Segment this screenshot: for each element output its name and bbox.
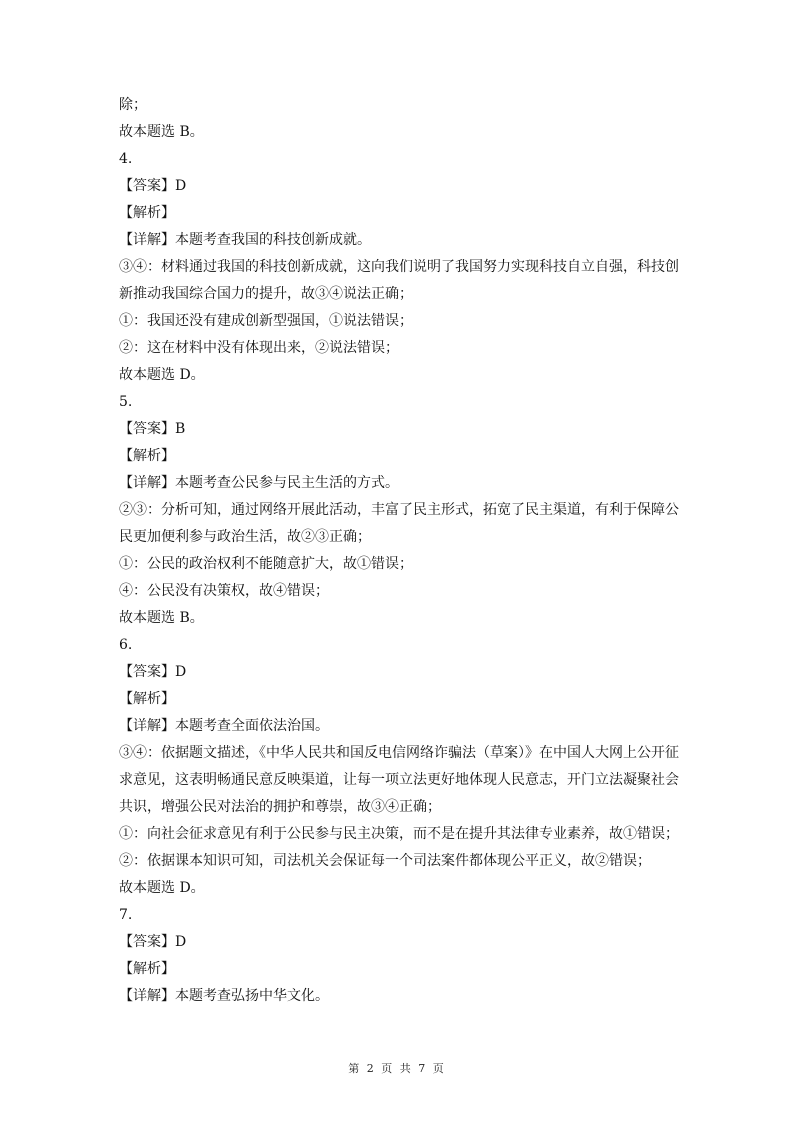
text-line: 共识，增强公民对法治的拥护和尊崇，故③④正确；	[119, 799, 441, 815]
answer-line: 【答案】D	[119, 178, 187, 194]
text-line: 故本题选 B。	[119, 610, 204, 626]
text-line: 故本题选 B。	[119, 124, 204, 140]
analysis-heading: 【解析】	[119, 205, 175, 221]
text-line: ②：依据课本知识可知，司法机关会保证每一个司法案件都体现公平正义，故②错误；	[119, 853, 651, 869]
question-number: 4.	[119, 151, 133, 167]
detail-line: 【详解】本题考查弘扬中华文化。	[119, 988, 329, 1004]
question-number: 6.	[119, 637, 133, 653]
text-line: 求意见，这表明畅通民意反映渠道，让每一项立法更好地体现人民意志，开门立法凝聚社会	[119, 772, 679, 788]
page-footer: 第 2 页 共 7 页	[348, 1062, 446, 1075]
answer-line: 【答案】D	[119, 934, 187, 950]
question-number: 5.	[119, 394, 133, 410]
text-line: 除；	[119, 97, 147, 113]
analysis-heading: 【解析】	[119, 448, 175, 464]
text-line: 民更加便利参与政治生活，故②③正确；	[119, 529, 371, 545]
text-line: ②：这在材料中没有体现出来，②说法错误；	[119, 340, 399, 356]
text-line: 新推动我国综合国力的提升，故③④说法正确；	[119, 286, 413, 302]
text-line: ③④：依据题文描述，《中华人民共和国反电信网络诈骗法（草案）》在中国人大网上公开征	[119, 745, 679, 761]
detail-line: 【详解】本题考查公民参与民主生活的方式。	[119, 475, 399, 491]
text-line: ③④：材料通过我国的科技创新成就，这向我们说明了我国努力实现科技自立自强，科技创	[119, 259, 679, 275]
answer-line: 【答案】B	[119, 421, 186, 437]
text-line: ②③：分析可知，通过网络开展此活动，丰富了民主形式，拓宽了民主渠道，有利于保障公	[119, 502, 679, 518]
detail-line: 【详解】本题考查我国的科技创新成就。	[119, 232, 371, 248]
text-line: ①：我国还没有建成创新型强国，①说法错误；	[119, 313, 413, 329]
text-line: ④：公民没有决策权，故④错误；	[119, 583, 329, 599]
answer-line: 【答案】D	[119, 664, 187, 680]
detail-line: 【详解】本题考查全面依法治国。	[119, 718, 329, 734]
analysis-heading: 【解析】	[119, 691, 175, 707]
analysis-heading: 【解析】	[119, 961, 175, 977]
question-number: 7.	[119, 907, 133, 923]
text-line: ①：公民的政治权利不能随意扩大，故①错误；	[119, 556, 413, 572]
text-line: 故本题选 D。	[119, 367, 205, 383]
text-line: 故本题选 D。	[119, 880, 205, 896]
document-body	[119, 92, 679, 1010]
text-line: ①：向社会征求意见有利于公民参与民主决策，而不是在提升其法律专业素养，故①错误；	[119, 826, 679, 842]
